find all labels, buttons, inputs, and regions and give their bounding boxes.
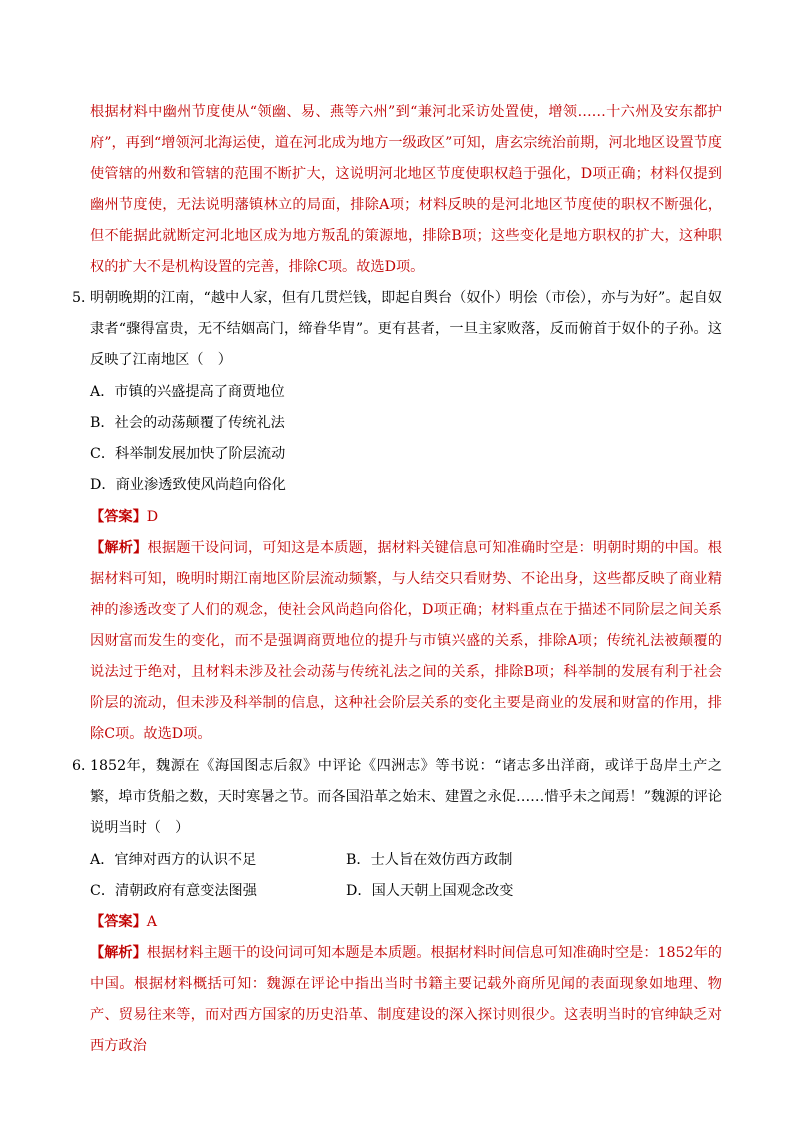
question-6-stem: 1852年，魏源在《海国图志后叙》中评论《四洲志》等书说：“诸志多出洋商，或详于岛岸土产之繁，埠市货船之数，天时寒暑之节。而各国沿革之始末、建置之永促……惜乎未之闻焉！”魏源的评论说明当时（ ） [90, 758, 722, 836]
question-6-option-a: A．官绅对西方的认识不足 [90, 852, 257, 868]
question-5-answer [90, 502, 158, 533]
question-5-number: 5． [72, 290, 96, 306]
question-5-option-d: D．商业渗透致使风尚趋向俗化 [90, 477, 286, 493]
answer-value: A [146, 914, 158, 930]
answer-tag: 【答案】 [90, 509, 147, 525]
answer-value: D [146, 509, 159, 525]
analysis-text: 根据材料主题干的设问词可知本题是本质题。根据材料时间信息可知准确时空是：1852年的中国。根据材料概括可知：魏源在评论中指出当时书籍主要记载外商所见闻的表面现象如地理、物产、贸易往来等，而对西方国家的历史沿革、制度建设的深入探讨则很少。这表明当时的官绅缺乏对西方政治 [90, 945, 722, 1054]
question-5-option-b: B．社会的动荡颠覆了传统礼法 [90, 415, 285, 431]
question-6-number: 6． [72, 758, 96, 774]
answer-tag: 【答案】 [90, 914, 147, 930]
prev-analysis-text: 根据材料中幽州节度使从“领幽、易、燕等六州”到“兼河北采访处置使，增领……十六州及安东都护府”，再到“增领河北海运使，道在河北成为地方一级政区”可知，唐玄宗统治前期，河北地区设置节度使管辖的州数和管辖的范围不断扩大，这说明河北地区节度使职权趋于强化，D项正确；材料仅提到幽州节度使，无法说明藩镇林立的局面，排除A项；材料反映的是河北地区节度使的职权不断强化，但不能据此就断定河北地区成为地方叛乱的策源地，排除B项；这些变化是地方职权的扩大，这种职权的扩大不是机构设置的完善，排除C项。故选D项。 [90, 104, 722, 275]
question-6-answer [90, 907, 157, 938]
question-5-analysis [90, 533, 722, 750]
question-6-option-b: B．士人旨在效仿西方政制 [346, 852, 513, 868]
question-6-option-d: D．国人天朝上国观念改变 [346, 883, 514, 899]
question-5-option-a: A．市镇的兴盛提高了商贾地位 [90, 384, 285, 400]
question-5-option-c: C．科举制发展加快了阶层流动 [90, 446, 286, 462]
analysis-text: 根据题干设问词，可知这是本质题，据材料关键信息可知准确时空是：明朝时期的中国。根据材料可知，晚明时期江南地区阶层流动频繁，与人结交只看财势、不论出身，这些都反映了商业精神的渗透改变了人们的观念，使社会风尚趋向俗化，D项正确；材料重点在于描述不同阶层之间关系因财富而发生的变化，而不是强调商贾地位的提升与市镇兴盛的关系，排除A项；传统礼法被颠覆的说法过于绝对，且材料未涉及社会动荡与传统礼法之间的关系，排除B项；科举制的发展有利于社会阶层的流动，但未涉及科举制的信息，这种社会阶层关系的变化主要是商业的发展和财富的作用，排除C项。故选D项。 [90, 540, 722, 742]
analysis-tag: 【解析】 [90, 540, 148, 556]
question-6-option-c: C．清朝政府有意变法图强 [90, 883, 257, 899]
analysis-tag: 【解析】 [90, 945, 147, 961]
question-6-analysis [90, 938, 722, 1062]
question-5-stem: 明朝晚期的江南，“越中人家，但有几贯烂钱，即起自舆台（奴仆）明侩（市侩），亦与为好”。起自奴隶者“骤得富贵，无不结姻高门，缔眷华胄”。更有甚者，一旦主家败落，反而俯首于奴仆的子孙。这反映了江南地区（ ） [90, 290, 722, 368]
